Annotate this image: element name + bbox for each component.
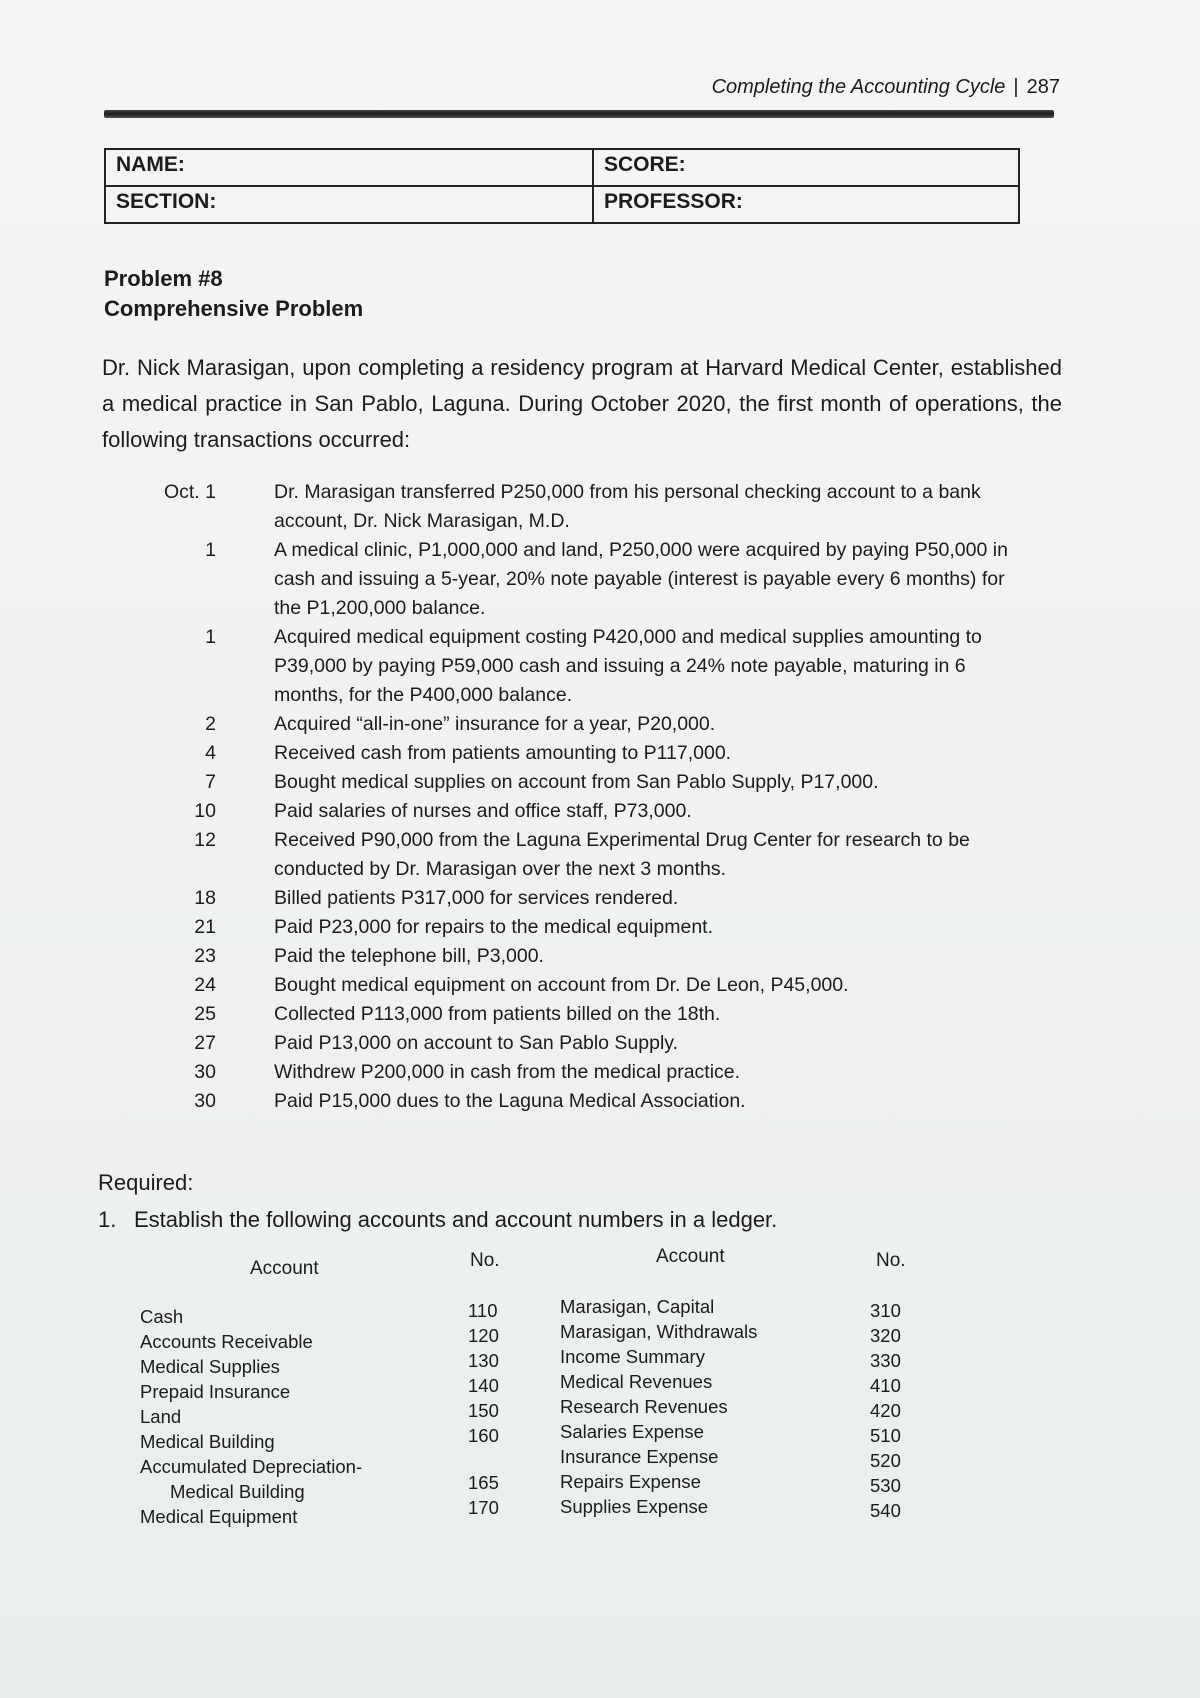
transaction-row bbox=[124, 710, 1024, 739]
page-number: 287 bbox=[1026, 76, 1060, 98]
accounts-table bbox=[140, 1246, 920, 1536]
account-number: 160 bbox=[468, 1425, 499, 1446]
transaction-date: 2 bbox=[205, 713, 216, 735]
transaction-description: Paid salaries of nurses and office staff, P73,000. bbox=[274, 800, 692, 822]
problem-intro: Dr. Nick Marasigan, upon completing a residency program at Harvard Medical Center, established a medical practice in San Pablo, Laguna. During October 2020, the first month of operations, the following transactions occurred: bbox=[102, 355, 1062, 452]
transaction-row bbox=[124, 478, 1024, 536]
transaction-description: Bought medical supplies on account from San Pablo Supply, P17,000. bbox=[274, 771, 879, 793]
transaction-description: Paid P15,000 dues to the Laguna Medical Association. bbox=[274, 1090, 746, 1112]
required-item-text: Establish the following accounts and account numbers in a ledger. bbox=[134, 1207, 778, 1232]
account-number: 330 bbox=[870, 1350, 901, 1371]
transaction-description: Received cash from patients amounting to P117,000. bbox=[274, 742, 732, 764]
transaction-row bbox=[124, 826, 1024, 884]
transaction-date: 18 bbox=[194, 887, 216, 909]
account-name: Salaries Expense bbox=[560, 1421, 704, 1442]
transaction-date: 1 bbox=[205, 626, 216, 648]
transaction-description: Dr. Marasigan transferred P250,000 from his personal checking account to a bank account, Dr. Nick Marasigan, M.D. bbox=[274, 481, 981, 532]
transaction-row bbox=[124, 884, 1024, 913]
header-no-right: No. bbox=[876, 1250, 906, 1271]
transaction-date: 25 bbox=[194, 1003, 216, 1025]
student-info-box bbox=[104, 148, 1020, 224]
account-number: 410 bbox=[870, 1375, 901, 1396]
account-number: 420 bbox=[870, 1400, 901, 1421]
account-name: Accumulated Depreciation- bbox=[140, 1456, 363, 1477]
transaction-row bbox=[124, 1087, 1024, 1116]
transaction-row bbox=[124, 1000, 1024, 1029]
required-item bbox=[98, 1207, 777, 1233]
account-name: Medical Building bbox=[170, 1481, 305, 1502]
transaction-description: A medical clinic, P1,000,000 and land, P250,000 were acquired by paying P50,000 in cash and issuing a 5-year, 20% note payable (interest is payable every 6 months) for the P1,200,000 balance. bbox=[274, 539, 1008, 619]
account-number: 320 bbox=[870, 1325, 901, 1346]
transaction-date: 24 bbox=[194, 974, 216, 996]
transaction-row bbox=[124, 768, 1024, 797]
transaction-date: 1 bbox=[205, 539, 216, 561]
chapter-title: Completing the Accounting Cycle bbox=[711, 76, 1006, 98]
right-numbers-column bbox=[870, 1298, 920, 1523]
account-name: Income Summary bbox=[560, 1346, 705, 1367]
left-accounts-column bbox=[140, 1304, 440, 1529]
header-account-right: Account bbox=[656, 1246, 725, 1267]
account-name: Cash bbox=[140, 1306, 184, 1327]
section-field-label: SECTION: bbox=[116, 190, 217, 213]
problem-title: Comprehensive Problem bbox=[104, 296, 364, 321]
required-item-number: 1. bbox=[98, 1207, 117, 1232]
score-field-label: SCORE: bbox=[604, 153, 686, 176]
transaction-date: 23 bbox=[194, 945, 216, 967]
info-box-divider-horizontal bbox=[106, 185, 1018, 187]
account-name: Land bbox=[140, 1406, 182, 1427]
running-header bbox=[620, 76, 1060, 99]
transaction-date: 7 bbox=[205, 771, 216, 793]
transaction-date: 12 bbox=[194, 829, 216, 851]
transaction-date: 21 bbox=[194, 916, 216, 938]
account-number: 530 bbox=[870, 1475, 901, 1496]
transaction-date: 10 bbox=[194, 800, 216, 822]
transaction-description: Paid the telephone bill, P3,000. bbox=[274, 945, 544, 967]
transaction-description: Billed patients P317,000 for services rendered. bbox=[274, 887, 679, 909]
transaction-description: Acquired medical equipment costing P420,000 and medical supplies amounting to P39,000 by paying P59,000 cash and issuing a 24% note payable, maturing in 6 months, for the P400,000 balance. bbox=[274, 626, 982, 706]
header-rule bbox=[104, 110, 1054, 118]
transaction-date: 4 bbox=[205, 742, 216, 764]
header-account-left: Account bbox=[250, 1258, 319, 1279]
account-number: 540 bbox=[870, 1500, 901, 1521]
account-name: Prepaid Insurance bbox=[140, 1381, 291, 1402]
transaction-row bbox=[124, 536, 1024, 623]
transaction-description: Bought medical equipment on account from Dr. De Leon, P45,000. bbox=[274, 974, 849, 996]
left-numbers-column bbox=[468, 1298, 518, 1520]
right-accounts-column bbox=[560, 1294, 840, 1519]
name-field-label: NAME: bbox=[116, 153, 185, 176]
required-label: Required: bbox=[98, 1170, 194, 1195]
transaction-date: 30 bbox=[194, 1090, 216, 1112]
transaction-description: Acquired “all-in-one” insurance for a year, P20,000. bbox=[274, 713, 716, 735]
transaction-date: 30 bbox=[194, 1061, 216, 1083]
account-name: Medical Equipment bbox=[140, 1506, 298, 1527]
account-name: Repairs Expense bbox=[560, 1471, 701, 1492]
header-separator: | bbox=[1013, 76, 1019, 98]
transaction-date: Oct. 1 bbox=[163, 481, 216, 503]
transaction-row bbox=[124, 623, 1024, 710]
account-number: 520 bbox=[870, 1450, 901, 1471]
account-number: 140 bbox=[468, 1375, 499, 1396]
account-name: Accounts Receivable bbox=[140, 1331, 313, 1352]
account-name: Medical Revenues bbox=[560, 1371, 713, 1392]
problem-number: Problem #8 bbox=[104, 266, 223, 291]
account-number: 110 bbox=[468, 1300, 498, 1321]
account-number: 150 bbox=[468, 1400, 499, 1421]
transaction-date: 27 bbox=[194, 1032, 216, 1054]
account-number: 130 bbox=[468, 1350, 499, 1371]
transaction-row bbox=[124, 913, 1024, 942]
account-number: 120 bbox=[468, 1325, 499, 1346]
account-number: 165 bbox=[468, 1472, 499, 1493]
transaction-row bbox=[124, 1058, 1024, 1087]
professor-field-label: PROFESSOR: bbox=[604, 190, 743, 213]
account-name: Medical Building bbox=[140, 1431, 275, 1452]
transaction-list bbox=[124, 478, 1024, 1116]
transaction-row bbox=[124, 942, 1024, 971]
transaction-row bbox=[124, 1029, 1024, 1058]
transaction-description: Collected P113,000 from patients billed on the 18th. bbox=[274, 1003, 721, 1025]
transaction-description: Received P90,000 from the Laguna Experimental Drug Center for research to be conducted by Dr. Marasigan over the next 3 months. bbox=[274, 829, 970, 880]
account-name: Medical Supplies bbox=[140, 1356, 280, 1377]
account-number: 170 bbox=[468, 1497, 499, 1518]
account-number: 310 bbox=[870, 1300, 901, 1321]
transaction-description: Paid P23,000 for repairs to the medical equipment. bbox=[274, 916, 714, 938]
account-name: Research Revenues bbox=[560, 1396, 728, 1417]
header-no-left: No. bbox=[470, 1250, 500, 1271]
account-name: Marasigan, Capital bbox=[560, 1296, 715, 1317]
account-number: 510 bbox=[870, 1425, 901, 1446]
transaction-row bbox=[124, 971, 1024, 1000]
account-name: Supplies Expense bbox=[560, 1496, 709, 1517]
transaction-description: Withdrew P200,000 in cash from the medical practice. bbox=[274, 1061, 741, 1083]
transaction-row bbox=[124, 739, 1024, 768]
transaction-description: Paid P13,000 on account to San Pablo Supply. bbox=[274, 1032, 679, 1054]
transaction-row bbox=[124, 797, 1024, 826]
account-name: Insurance Expense bbox=[560, 1446, 719, 1467]
account-name: Marasigan, Withdrawals bbox=[560, 1321, 758, 1342]
